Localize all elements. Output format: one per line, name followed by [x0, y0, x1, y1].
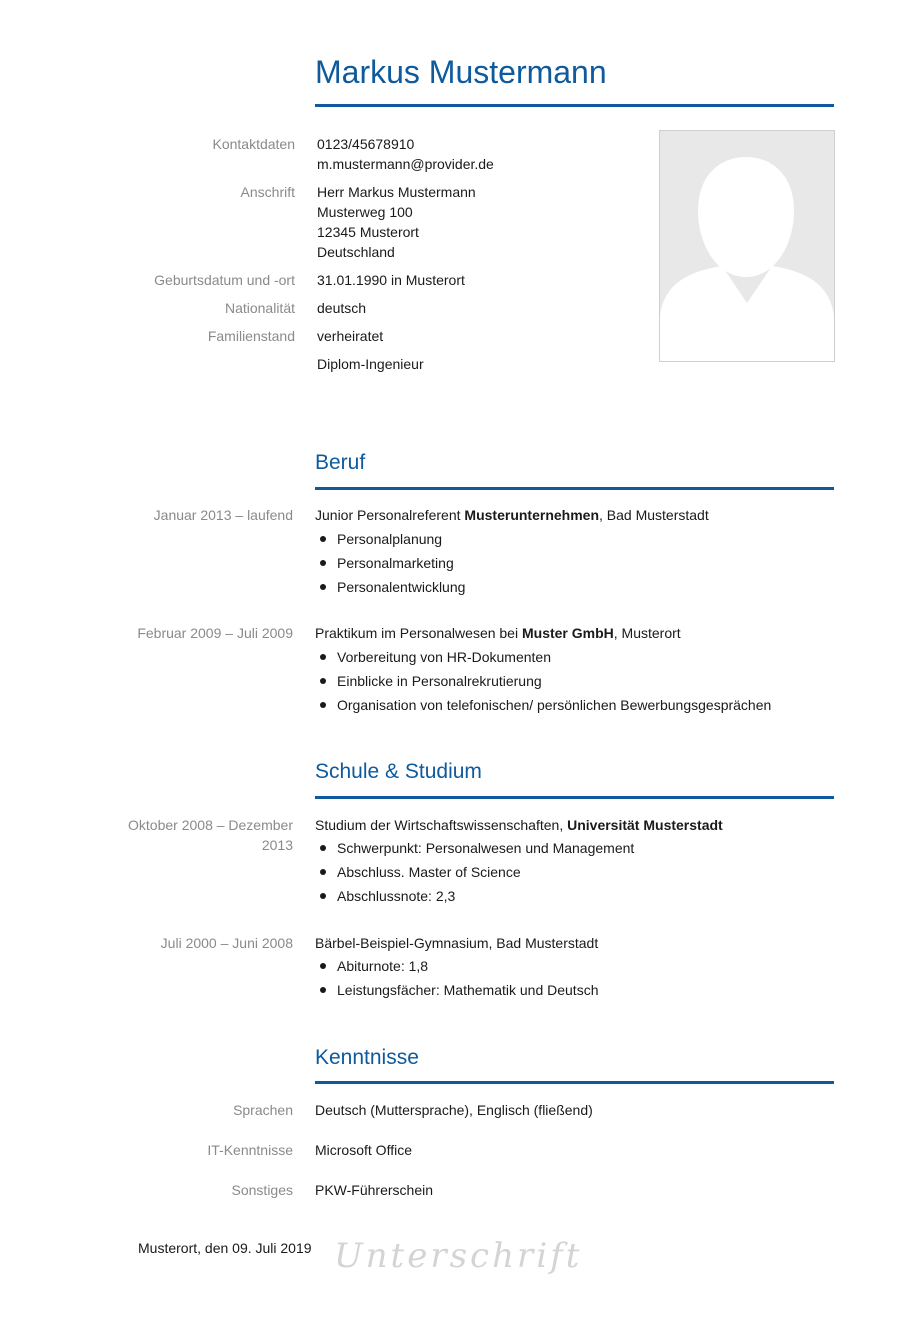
- entry-heading: Studium der Wirtschaftswissenschaften, Universität Musterstadt: [315, 817, 723, 833]
- nationality-label: Nationalität: [224, 300, 295, 316]
- contact-label: Kontaktdaten: [212, 136, 295, 152]
- list-item: Abschlussnote: 2,3: [315, 884, 634, 908]
- marital-value: verheiratet: [317, 328, 384, 344]
- section-title-schule: Schule & Studium: [315, 760, 482, 783]
- entry-heading: Praktikum im Personalwesen bei Muster GmbH, Musterort: [315, 625, 681, 641]
- profile-photo: [659, 130, 835, 362]
- list-item: Einblicke in Personalrekrutierung: [315, 669, 771, 693]
- skill-label: IT-Kenntnisse: [207, 1142, 293, 1158]
- signature: Unterschrift: [334, 1236, 583, 1276]
- page-title: Markus Mustermann: [315, 54, 607, 90]
- address-label: Anschrift: [240, 184, 295, 200]
- list-item: Personalplanung: [315, 527, 465, 551]
- list-item: Organisation von telefonischen/ persönlichen Bewerbungsgesprächen: [315, 693, 771, 717]
- nationality-value: deutsch: [317, 300, 367, 316]
- entry-bullet-list: [315, 527, 465, 599]
- birth-label: Geburtsdatum und -ort: [154, 272, 295, 288]
- address-line: Deutschland: [317, 244, 395, 260]
- list-item: Leistungsfächer: Mathematik und Deutsch: [315, 978, 598, 1002]
- place-date: Musterort, den 09. Juli 2019: [138, 1240, 312, 1256]
- section-divider: [315, 1081, 834, 1084]
- address-line: Herr Markus Mustermann: [317, 184, 476, 200]
- list-item: Personalentwicklung: [315, 575, 465, 599]
- section-divider: [315, 487, 834, 490]
- entry-bullet-list: [315, 954, 598, 1002]
- email-value: m.mustermann@provider.de: [317, 156, 494, 172]
- header-divider: [315, 104, 834, 107]
- skill-label: Sonstiges: [231, 1182, 293, 1198]
- list-item: Personalmarketing: [315, 551, 465, 575]
- section-title-beruf: Beruf: [315, 451, 366, 474]
- person-silhouette-icon: [660, 131, 834, 361]
- list-item: Schwerpunkt: Personalwesen und Management: [315, 836, 634, 860]
- entry-heading: Junior Personalreferent Musterunternehmen, Bad Musterstadt: [315, 507, 709, 523]
- skill-value: Microsoft Office: [315, 1142, 412, 1158]
- birth-value: 31.01.1990 in Musterort: [317, 272, 465, 288]
- entry-date: Oktober 2008 – Dezember 2013: [128, 817, 293, 853]
- section-title-kenntnisse: Kenntnisse: [315, 1046, 419, 1069]
- entry-heading: Bärbel-Beispiel-Gymnasium, Bad Musterstadt: [315, 935, 599, 951]
- skill-value: PKW-Führerschein: [315, 1182, 434, 1198]
- phone-value: 0123/45678910: [317, 136, 415, 152]
- list-item: Abschluss. Master of Science: [315, 860, 634, 884]
- entry-date: Januar 2013 – laufend: [153, 507, 293, 523]
- degree-value: Diplom-Ingenieur: [317, 356, 424, 372]
- entry-bullet-list: [315, 836, 634, 908]
- list-item: Abiturnote: 1,8: [315, 954, 598, 978]
- address-line: 12345 Musterort: [317, 224, 419, 240]
- section-divider: [315, 796, 834, 799]
- entry-date: Juli 2000 – Juni 2008: [160, 935, 293, 951]
- entry-date: Februar 2009 – Juli 2009: [137, 625, 293, 641]
- marital-label: Familienstand: [207, 328, 295, 344]
- list-item: Vorbereitung von HR-Dokumenten: [315, 645, 771, 669]
- address-line: Musterweg 100: [317, 204, 413, 220]
- entry-bullet-list: [315, 645, 771, 717]
- skill-value: Deutsch (Muttersprache), Englisch (fließend): [315, 1102, 593, 1118]
- skill-label: Sprachen: [233, 1102, 293, 1118]
